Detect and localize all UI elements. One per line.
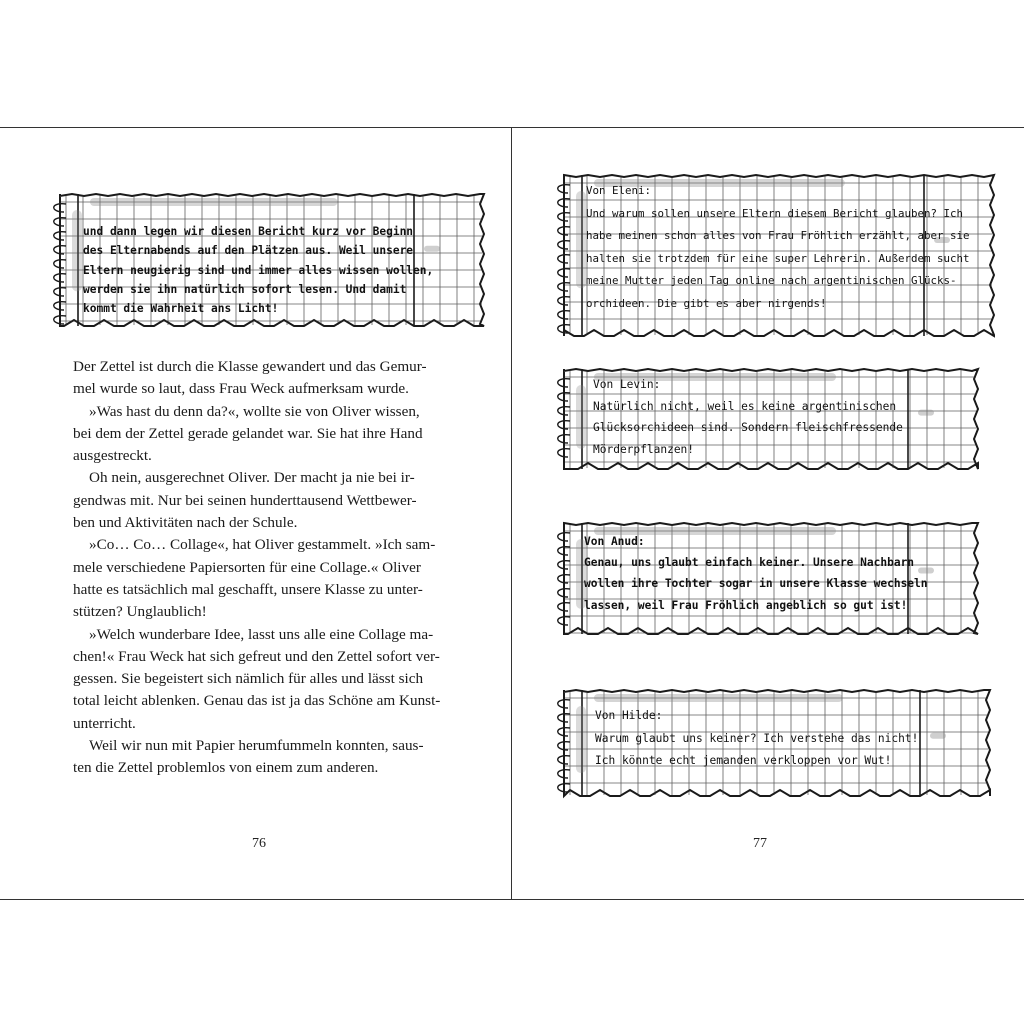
text-line: »Was hast du denn da?«, wollte sie von Oliver wissen,: [89, 402, 420, 420]
note-author: Von Anud:: [584, 535, 645, 548]
text-line: unterricht.: [73, 714, 136, 732]
note-line: orchideen. Die gibt es aber nirgends!: [586, 296, 827, 310]
note-line: und dann legen wir diesen Bericht kurz vor Beginn: [83, 225, 414, 238]
text-line: chen!« Frau Weck hat sich gefreut und den Zettel sofort ver-: [73, 647, 440, 665]
text-line: Weil wir nun mit Papier herumfummeln konnten, saus-: [89, 737, 424, 755]
note-line: Glücksorchideen sind. Sondern fleischfressende: [593, 421, 903, 435]
left-note-paper: [38, 186, 488, 334]
right-note-paper: [542, 682, 994, 804]
note-line: Warum glaubt uns keiner? Ich verstehe das nicht!: [595, 731, 919, 745]
text-line: gessen. Sie begeistert sich nämlich für alles und lässt sich: [73, 670, 424, 688]
note-line: des Elternabends auf den Plätzen aus. Weil unsere: [83, 244, 414, 258]
text-line: mele verschiedene Papiersorten für eine Collage.« Oliver: [73, 558, 421, 576]
text-line: »Welch wunderbare Idee, lasst uns alle eine Collage ma-: [89, 625, 434, 643]
paragraph: [73, 624, 450, 735]
note-line: Und warum sollen unsere Eltern diesem Bericht glauben? Ich: [586, 206, 964, 220]
paragraph: [73, 534, 450, 623]
note-author: Von Hilde:: [595, 709, 663, 722]
note-eleni-text: [586, 180, 970, 316]
note-line: Ich könnte echt jemanden verkloppen vor Wut!: [595, 754, 892, 767]
paragraph: [73, 356, 450, 401]
text-line: total leicht ablenken. Genau das ist ja das Schöne am Kunst-: [73, 692, 441, 710]
text-line: stützen? Unglaublich!: [73, 603, 207, 621]
page-number-left: 76: [252, 836, 266, 851]
note-line: meine Mutter jeden Tag online nach argentinischen Glücks-: [586, 274, 957, 288]
text-line: ausgestreckt.: [73, 447, 152, 465]
note-author: Von Levin:: [593, 378, 661, 391]
note-line: wollen ihre Tochter sogar in unsere Klasse wechseln: [584, 577, 928, 591]
note-line: Genau, uns glaubt einfach keiner. Unsere Nachbarn: [584, 556, 915, 570]
note-line: lassen, weil Frau Fröhlich angeblich so gut ist!: [584, 598, 908, 612]
note-line: kommt die Wahrheit ans Licht!: [83, 302, 279, 316]
text-line: hatte es tatsächlich mal geschafft, unsere Klasse zu unter-: [73, 580, 423, 598]
text-line: Der Zettel ist durch die Klasse gewandert und das Gemur-: [73, 358, 427, 375]
right-note-paper: [542, 515, 982, 642]
text-line: mel wurde so laut, dass Frau Weck aufmerksam wurde.: [73, 380, 409, 398]
note-line: halten sie trotzdem für eine super Lehrerin. Außerdem sucht: [586, 251, 970, 265]
paragraph: [73, 401, 450, 468]
paragraph: [73, 467, 450, 534]
right-note-paper: [542, 167, 998, 344]
left-body-text: [73, 356, 450, 780]
note-line: Natürlich nicht, weil es keine argentinischen: [593, 399, 897, 413]
text-line: Oh nein, ausgerechnet Oliver. Der macht ja nie bei ir-: [89, 469, 415, 487]
text-line: ben und Aktivitäten nach der Schule.: [73, 514, 298, 532]
note-hilde-text: [595, 705, 918, 773]
text-line: ten die Zettel problemlos von einem zum anderen.: [73, 759, 379, 777]
note-line: Mörderpflanzen!: [593, 442, 695, 456]
note-anud-text: [584, 531, 928, 616]
note-author: Von Eleni:: [586, 184, 652, 197]
left-note-text: [83, 222, 433, 318]
text-line: bei dem der Zettel gerade gelandet war. Sie hat ihre Hand: [73, 424, 423, 442]
note-line: werden sie ihn natürlich sofort lesen. Und damit: [83, 282, 407, 296]
note-line: Eltern neugierig sind und immer alles wissen wollen,: [83, 263, 434, 277]
paragraph: [73, 735, 450, 780]
page-number-right: 77: [753, 836, 767, 851]
right-note-paper: [542, 361, 982, 477]
text-line: »Co… Co… Collage«, hat Oliver gestammelt. »Ich sam-: [89, 536, 436, 554]
note-levin-text: [593, 374, 903, 460]
text-line: gendwas mit. Nur bei seinen hunderttausend Wettbewer-: [73, 491, 417, 509]
note-line: habe meinen schon alles von Frau Fröhlich erzählt, aber sie: [586, 229, 970, 243]
